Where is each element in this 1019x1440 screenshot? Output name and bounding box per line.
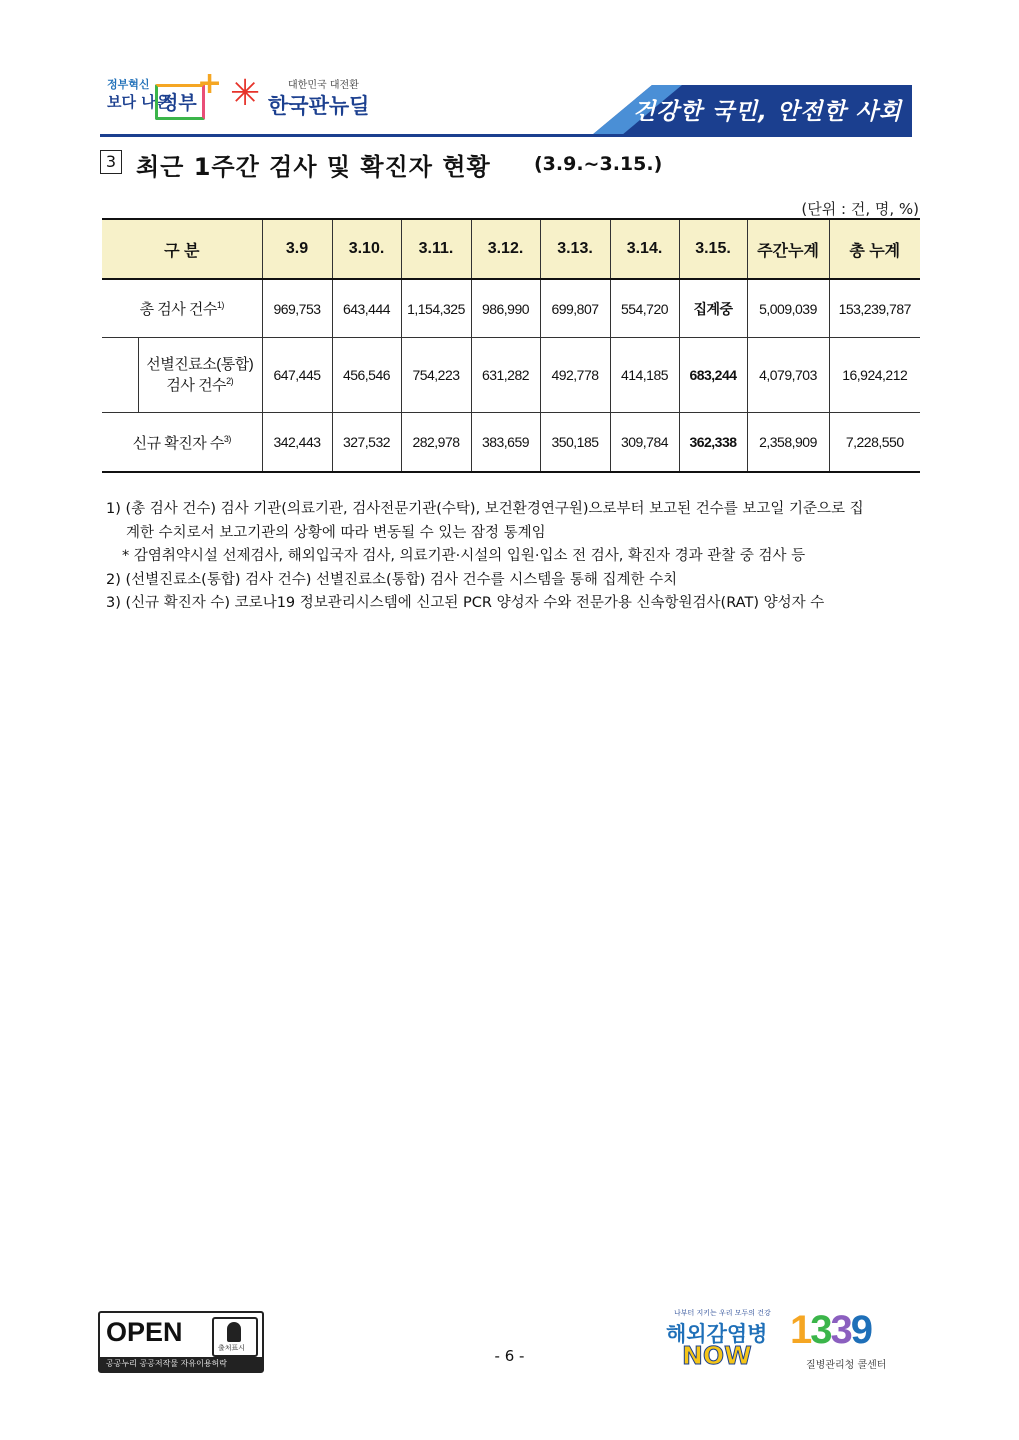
table-cell: 456,546 — [332, 338, 401, 413]
col-header: 3.14. — [610, 219, 679, 279]
attribution-badge: 출처표시 — [212, 1317, 258, 1357]
slogan-banner — [592, 85, 912, 135]
page-number: - 6 - — [494, 1347, 525, 1365]
section-heading — [100, 147, 920, 181]
table-cell: 554,720 — [610, 279, 679, 338]
table-cell: 683,244 — [679, 338, 747, 413]
section-title: 최근 1주간 검사 및 확진자 현황 — [136, 153, 491, 181]
slogan-text: 건강한 국민, 안전한 사회 — [633, 99, 902, 125]
call-center-number: 1339 — [790, 1308, 871, 1352]
table-cell: 492,778 — [540, 338, 610, 413]
table-row — [102, 413, 920, 473]
table-cell: 2,358,909 — [747, 413, 829, 473]
row-label: 신규 확진자 수$^{3)}$ — [102, 413, 262, 473]
table-cell: 282,978 — [401, 413, 471, 473]
table-cell: 7,228,550 — [829, 413, 920, 473]
overseas-infection-now-logo: 나부터 지키는 우리 모두의 건강 해외감염병 NOW — [666, 1309, 771, 1370]
row-label: 선별진료소(통합) 검사 건수$^{2)}$ — [102, 338, 262, 413]
col-header: 3.13. — [540, 219, 610, 279]
table-cell: 342,443 — [262, 413, 332, 473]
table-cell: 5,009,039 — [747, 279, 829, 338]
section-date: (3.9.~3.15.) — [534, 153, 663, 175]
table-cell: 327,532 — [332, 413, 401, 473]
korean-new-deal-logo: ✳ 대한민국 대전환 한국판뉴딜 — [230, 73, 370, 118]
footnote-asterisk: * 감염취약시설 선제검사, 해외입국자 검사, 의료기관·시설의 입원·입소 전 검사, 확진자 경과 관찰 중 검사 등 — [122, 548, 806, 564]
table-row — [102, 338, 920, 413]
table-cell: 1,154,325 — [401, 279, 471, 338]
table-cell: 309,784 — [610, 413, 679, 473]
open-license-logo: OPEN 출처표시 공공누리 공공저작물 자유이용허락 — [98, 1311, 264, 1373]
table-cell: 754,223 — [401, 338, 471, 413]
call-center-1339-logo: 1339 질병관리청 콜센터 — [790, 1308, 887, 1371]
table-cell: 969,753 — [262, 279, 332, 338]
unit-label: (단위 : 건, 명, %) — [801, 200, 919, 218]
plus-icon: + — [197, 66, 223, 101]
col-header: 3.9 — [262, 219, 332, 279]
page-header — [100, 68, 912, 136]
person-icon — [227, 1322, 241, 1342]
table-cell: 986,990 — [471, 279, 540, 338]
stats-table — [102, 218, 920, 473]
table-cell: 350,185 — [540, 413, 610, 473]
table-row — [102, 279, 920, 338]
col-header: 구 분 — [102, 219, 262, 279]
header-rule — [100, 134, 912, 137]
table-cell: 153,239,787 — [829, 279, 920, 338]
footnote: 2) (선별진료소(통합) 검사 건수) 선별진료소(통합) 검사 건수를 시스템을 통해 집계한 수치 — [106, 571, 678, 588]
table-header-row — [102, 219, 920, 279]
table-cell: 383,659 — [471, 413, 540, 473]
col-header: 3.11. — [401, 219, 471, 279]
footnotes — [106, 498, 922, 616]
table-cell: 414,185 — [610, 338, 679, 413]
footnote: 1) (총 검사 건수) 검사 기관(의료기관, 검사전문기관(수탁), 보건환경연구원)으로부터 보고된 건수를 보고일 기준으로 집 — [106, 501, 864, 517]
footnote-continuation: 계한 수치로서 보고기관의 상황에 따라 변동될 수 있는 잠정 통계임 — [126, 524, 546, 541]
table-cell: 362,338 — [679, 413, 747, 473]
section-number: 3 — [100, 150, 122, 174]
table-cell: 643,444 — [332, 279, 401, 338]
col-header: 3.12. — [471, 219, 540, 279]
col-header: 총 누계 — [829, 219, 920, 279]
asterisk-icon: ✳ — [230, 73, 261, 114]
row-label: 총 검사 건수$^{1)}$ — [102, 279, 262, 338]
col-header: 3.15. — [679, 219, 747, 279]
table-cell: 647,445 — [262, 338, 332, 413]
table-cell: 16,924,212 — [829, 338, 920, 413]
table-cell: 4,079,703 — [747, 338, 829, 413]
table-cell: 집계중 — [679, 279, 747, 338]
table-cell: 699,807 — [540, 279, 610, 338]
gov-innovation-logo: 정부혁신 보다 나은 정부 + — [105, 74, 215, 126]
col-header: 주간누계 — [747, 219, 829, 279]
footnote: 3) (신규 확진자 수) 코로나19 정보관리시스템에 신고된 PCR 양성자 수와 전문가용 신속항원검사(RAT) 양성자 수 — [106, 595, 825, 611]
col-header: 3.10. — [332, 219, 401, 279]
table-cell: 631,282 — [471, 338, 540, 413]
